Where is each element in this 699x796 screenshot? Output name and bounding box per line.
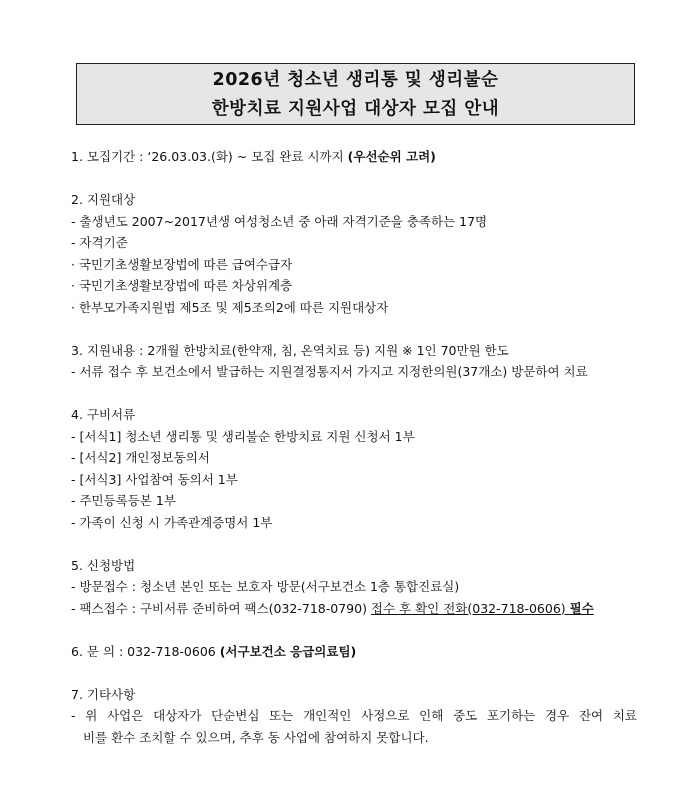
section-7-heading: 7. 기타사항 xyxy=(71,686,136,702)
section-4-line-2: - [서식2] 개인정보동의서 xyxy=(71,450,210,465)
fax-text: - 팩스접수 : 구비서류 준비하여 팩스(032-718-0790) xyxy=(71,600,371,616)
section-2-line-3: · 국민기초생활보장법에 따른 급여수급자 xyxy=(71,256,293,272)
fax-required: 필수 xyxy=(569,600,594,616)
section-5-line-2 xyxy=(71,598,661,620)
section-2-line-5: · 한부모가족지원법 제5조 및 제5조의2에 따른 지원대상자 xyxy=(71,299,389,315)
inquiry-team: (서구보건소 응급의료팀) xyxy=(219,643,357,659)
section-2-line-4: · 국민기초생활보장법에 따른 차상위계층 xyxy=(71,278,293,293)
section-4-line-4: - 주민등록등본 1부 xyxy=(71,493,176,508)
section-4-heading: 4. 구비서류 xyxy=(71,407,136,422)
section-4-line-5: - 가족이 신청 시 가족관계증명서 1부 xyxy=(71,514,273,530)
title-box xyxy=(76,63,635,125)
section-6-inquiry xyxy=(71,641,661,663)
period-text: 1. 모집기간 : ‘26.03.03.(화) ~ 모집 완료 시까지 xyxy=(71,149,348,164)
period-priority: (우선순위 고려) xyxy=(347,149,436,164)
section-3-line-2: - 서류 접수 후 보건소에서 발급하는 지원결정통지서 가지고 지정한의원(37개소) 방문하여 치료 xyxy=(71,364,588,379)
section-5-heading: 5. 신청방법 xyxy=(71,557,136,573)
section-1-period xyxy=(71,146,661,168)
section-2-heading: 2. 지원대상 xyxy=(71,192,136,207)
section-7-line-1: - 위 사업은 대상자가 단순변심 또는 개인적인 사정으로 인해 중도 포기하는 경우 잔여 치료 xyxy=(71,708,637,723)
section-2-line-2: - 자격기준 xyxy=(71,235,128,250)
notice-content xyxy=(71,146,661,748)
inquiry-phone: 6. 문 의 : 032-718-0606 xyxy=(71,643,220,659)
section-2-line-1: - 출생년도 2007~2017년생 여성청소년 중 아래 자격기준을 충족하는 17명 xyxy=(71,213,488,229)
section-5-line-1: - 방문접수 : 청소년 본인 또는 보호자 방문(서구보건소 1층 통합진료실) xyxy=(71,579,460,594)
title-line-2: 한방치료 지원사업 대상자 모집 안내 xyxy=(211,99,500,119)
section-4-line-3: - [서식3] 사업참여 동의서 1부 xyxy=(71,471,238,487)
section-4-line-1: - [서식1] 청소년 생리통 및 생리불순 한방치료 지원 신청서 1부 xyxy=(71,428,415,444)
fax-confirm-call: 접수 후 확인 전화(032-718-0606) xyxy=(370,600,570,616)
section-3-line-1: 3. 지원내용 : 2개월 한방치료(한약재, 침, 온역치료 등) 지원 ※ 1인 70만원 한도 xyxy=(71,342,509,358)
title-line-1: 2026년 청소년 생리통 및 생리불순 xyxy=(212,70,499,90)
section-7-line-2: 비를 환수 조치할 수 있으며, 추후 동 사업에 참여하지 못합니다. xyxy=(83,729,429,745)
